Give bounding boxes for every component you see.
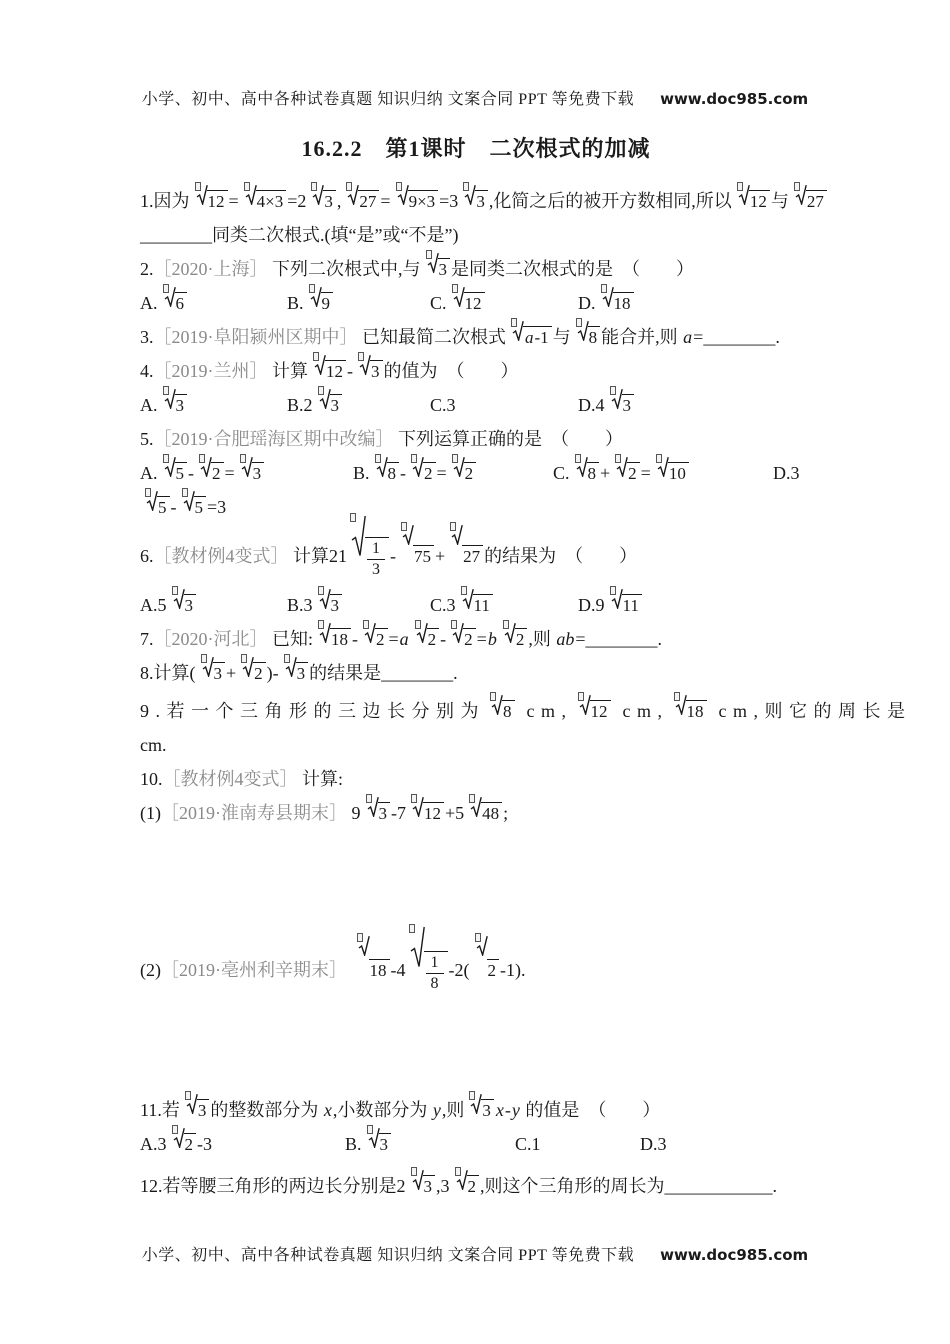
option-c: C.3 11 [430,588,578,622]
root-stroke [795,184,807,205]
page-footer [0,1242,950,1265]
root-stroke [504,622,516,643]
option-a: A. 6 [140,286,287,320]
root-stroke [358,935,370,956]
radical-sign: 11 [611,588,642,622]
radical-sign: 10 [657,456,689,490]
option-c: C. 12 [430,286,578,320]
radical-sign: 75 [402,524,434,588]
question-5-stem: 5.［2019·合肥瑶海区期中改编］ 下列运算正确的是 （ ） [140,429,623,449]
radical-sign: 18 [358,935,390,1005]
footer-site-url[interactable]: www.doc985.com [660,1246,809,1264]
radical-sign: 3 [319,388,343,422]
radical-sign: 5 [164,456,188,490]
radical-sign: 3 [464,184,488,218]
root-stroke [611,588,623,609]
root-stroke [491,694,503,715]
question-10-part-1: (1)［2019·淮南寿县期末］ 9 3 -7 12 +5 48 ; [140,796,812,830]
question-9-line-1: 9.若一个三角形的三边长分别为 8 cm, 12 cm, 18 cm,则它的周长是 [140,694,812,728]
question-2-options [140,286,812,320]
root-stroke [173,1127,185,1148]
root-stroke [675,694,687,715]
question-10-part-2: (2)［2019·亳州利辛期末］ 18 -4 $\frac{1}{8}$ -2( 2 -1). [140,935,812,1005]
radical-sign: 2 [504,622,528,656]
root-stroke [397,184,409,205]
option-a: A.5 3 [140,588,287,622]
root-stroke [319,622,331,643]
radical-sign: 2 [616,456,640,490]
radical-sign: 11 [462,588,493,622]
root-stroke [164,286,176,307]
radical-sign: 3 [312,184,336,218]
footer-promo-text: 小学、初中、高中各种试卷真题 知识归纳 文案合同 PPT 等免费下载 [141,1247,635,1264]
root-stroke [368,1127,380,1148]
radical-sign: 2 [200,456,224,490]
radical-sign: 2 [476,935,500,1005]
root-stroke [456,1169,468,1190]
option-c: C.3 [430,395,456,415]
root-stroke [164,388,176,409]
option-b: B. 9 [287,286,430,320]
root-stroke [351,515,366,557]
option-c: C.1 [515,1134,541,1154]
option-d: D.9 11 [578,588,643,622]
radical-sign: 3 [202,656,226,690]
radical-sign [410,926,448,996]
radical-sign: 12 [738,184,770,218]
root-stroke [470,796,482,817]
radical-sign: a-1 [512,320,552,354]
radical-sign: 2 [364,622,388,656]
fraction: $\frac{1}{8}$ [426,953,444,994]
radical-sign: 12 [579,694,611,728]
question-9-line-2: cm. [140,735,167,755]
radical-sign: 3 [241,456,265,490]
root-stroke [202,656,214,677]
radical-sign: 3 [319,588,343,622]
root-stroke [319,588,331,609]
radical-sign: 2 [416,622,440,656]
header-site-url[interactable]: www.doc985.com [660,90,809,108]
option-a: A. 3 [140,388,287,422]
radical-sign: 18 [602,286,634,320]
root-stroke [579,694,591,715]
root-stroke [367,796,379,817]
root-stroke [453,456,465,477]
question-4-stem: 4.［2019·兰州］ 计算 12 - 3 的值为 （ ） [140,354,812,388]
radical-sign: 2 [453,456,477,490]
root-stroke [602,286,614,307]
root-stroke [453,286,465,307]
radical-sign: 9 [310,286,334,320]
root-stroke [410,926,425,968]
root-stroke [616,456,628,477]
radical-sign: 2 [173,1127,197,1161]
question-1-line-2: ________同类二次根式.(填“是”或“不是”) [140,225,459,245]
option-a: A. 5 - 2 = 3 [140,456,353,490]
root-stroke [359,354,371,375]
radical-sign: 8 [491,694,515,728]
question-10-stem: 10.［教材例4变式］ 计算: [140,769,344,789]
radical-sign: 2 [242,656,266,690]
radical-sign: 27 [451,524,483,588]
radical-sign: 8 [577,320,601,354]
radical-sign: 12 [453,286,485,320]
fraction: $\frac{1}{3}$ [367,539,385,580]
root-stroke [164,456,176,477]
radical-sign: 3 [412,1169,436,1203]
root-stroke [319,388,331,409]
worksheet-title: 16.2.2 第1课时 二次根式的加减 [301,136,651,161]
radical-sign: 8 [576,456,600,490]
question-12-stem: 12.若等腰三角形的两边长分别是2 3 ,3 2 ,则这个三角形的周长为____________. [140,1169,812,1203]
radical-sign: 5 [146,490,170,524]
root-stroke [310,286,322,307]
header-promo-text: 小学、初中、高中各种试卷真题 知识归纳 文案合同 PPT 等免费下载 [141,91,635,108]
root-stroke [476,935,488,956]
option-b: B.2 3 [287,388,430,422]
root-stroke [416,622,428,643]
root-stroke [183,490,195,511]
question-3-stem: 3.［2019·阜阳颍州区期中］ 已知最简二次根式 a-1 与 8 能合并,则 a=________. [140,320,812,354]
option-d: D. 18 [578,286,635,320]
radical-sign: 27 [795,184,827,218]
root-stroke [245,184,257,205]
question-1-line-1: 1.因为 12 = 4×3 =2 3 , 27 = 9×3 =3 3 ,化简之后的被开方数相同,所以 12 与 27 [140,184,812,218]
radical-sign: 3 [359,354,383,388]
question-5-option-d-continuation: 5 - 5 =3 [140,490,812,524]
radical-sign: 3 [427,252,451,286]
radical-sign: 3 [367,796,391,830]
question-6-stem: 6.［教材例4变式］ 计算21 $\frac{1}{3}$ - 75 + 27 的结果为 （ ） [140,524,812,588]
radical-sign: 2 [456,1169,480,1203]
radical-sign: 12 [196,184,228,218]
question-4-options [140,388,812,422]
radical-sign: 8 [376,456,400,490]
root-stroke [242,656,254,677]
radical-sign: 18 [319,622,351,656]
option-a: A.3 2 -3 [140,1127,345,1161]
radical-sign: 2 [412,456,436,490]
root-stroke [402,524,414,545]
radical-sign: 27 [347,184,379,218]
radical-sign: 3 [173,588,197,622]
option-d: D.4 3 [578,388,635,422]
root-stroke [412,796,424,817]
radical-sign: 2 [452,622,476,656]
radical-sign: 12 [412,796,444,830]
radical-sign: 6 [164,286,188,320]
root-stroke [186,1093,198,1114]
option-d: D.3 [773,463,800,483]
root-stroke [196,184,208,205]
root-stroke [462,588,474,609]
question-8-stem: 8.计算( 3 + 2 )- 3 的结果是________. [140,656,812,690]
radical-sign [351,515,389,580]
root-stroke [576,456,588,477]
root-stroke [464,184,476,205]
root-stroke [412,456,424,477]
root-stroke [347,184,359,205]
radical-sign: 3 [470,1093,494,1127]
question-2-stem: 2.［2020·上海］ 下列二次根式中,与 3 是同类二次根式的是 （ ） [140,252,812,286]
radical-sign: 4×3 [245,184,287,218]
root-stroke [241,456,253,477]
question-11-stem: 11.若 3 的整数部分为 x,小数部分为 y,则 3 x-y 的值是 （ ） [140,1093,812,1127]
root-stroke [427,252,439,273]
worksheet-content [140,0,912,1203]
root-stroke [738,184,750,205]
root-stroke [657,456,669,477]
radical-sign: 3 [164,388,188,422]
option-d: D.3 [640,1134,667,1154]
root-stroke [312,184,324,205]
radical-sign: 48 [470,796,502,830]
option-b: B.3 3 [287,588,430,622]
radical-sign: 3 [368,1127,392,1161]
root-stroke [285,656,297,677]
root-stroke [577,320,589,341]
root-stroke [200,456,212,477]
radical-sign: 3 [186,1093,210,1127]
radical-sign: 18 [675,694,707,728]
root-stroke [452,622,464,643]
root-stroke [364,622,376,643]
root-stroke [412,1169,424,1190]
radical-sign: 5 [183,490,207,524]
root-stroke [146,490,158,511]
question-6-options [140,588,812,622]
root-stroke [376,456,388,477]
root-stroke [451,524,463,545]
root-stroke [611,388,623,409]
question-7-stem: 7.［2020·河北］ 已知: 18 - 2 =a 2 - 2 =b 2 ,则 ab=________. [140,622,812,656]
radical-sign: 3 [611,388,635,422]
question-5-options [140,456,812,490]
option-b: B. 3 [345,1127,515,1161]
question-11-options [140,1127,812,1161]
option-b: B. 8 - 2 = 2 [353,456,553,490]
radical-sign: 9×3 [397,184,439,218]
radical-sign: 3 [285,656,309,690]
root-stroke [470,1093,482,1114]
root-stroke [173,588,185,609]
root-stroke [314,354,326,375]
root-stroke [512,320,524,341]
option-c: C. 8 + 2 = 10 [553,456,773,490]
radical-sign: 12 [314,354,346,388]
